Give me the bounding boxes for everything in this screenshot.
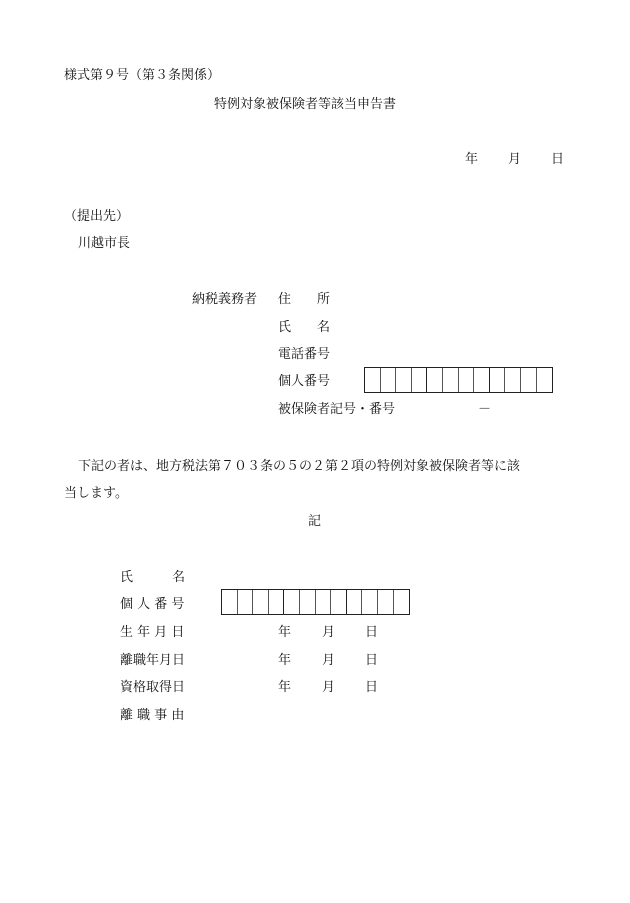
recipient: 川越市長 [78,236,131,251]
person-mynumber-label: 個 人 番 号 [120,597,185,612]
person-name-label: 氏 名 [120,570,186,585]
taxpayer-phone-label: 電話番号 [278,347,331,362]
body-line-1: 下記の者は、地方税法第７０３条の５の２第２項の特例対象被保険者等に該 [78,459,521,474]
qualify-month-label: 月 [322,680,336,695]
person-qualify-label: 資格取得日 [120,680,186,695]
date-month-label: 月 [508,152,522,167]
taxpayer-address-label: 住 所 [278,292,331,307]
taxpayer-heading: 納税義務者 [192,292,258,307]
form-number: 様式第９号（第３条関係） [64,68,221,83]
date-year-label: 年 [465,152,479,167]
birth-year-label: 年 [278,625,292,640]
qualify-year-label: 年 [278,680,292,695]
qualify-day-label: 日 [365,680,379,695]
taxpayer-insured-label: 被保険者記号・番号 [278,402,396,417]
retire-month-label: 月 [322,653,336,668]
document-title: 特例対象被保険者等該当申告書 [214,97,397,112]
birth-month-label: 月 [322,625,336,640]
body-line-2: 当します。 [64,486,128,501]
person-reason-label: 離 職 事 由 [120,708,185,723]
person-retire-label: 離職年月日 [120,653,186,668]
date-day-label: 日 [551,152,565,167]
taxpayer-mynumber-label: 個人番号 [278,374,331,389]
person-birth-label: 生 年 月 日 [120,625,185,640]
submit-to-label: （提出先） [64,209,130,224]
taxpayer-name-label: 氏 名 [278,320,331,335]
person-mynumber-boxes[interactable] [221,589,410,615]
insured-separator: － [478,402,492,417]
retire-day-label: 日 [365,653,379,668]
birth-day-label: 日 [365,625,379,640]
retire-year-label: 年 [278,653,292,668]
taxpayer-mynumber-boxes[interactable] [364,367,553,393]
ki-heading: 記 [308,514,322,529]
